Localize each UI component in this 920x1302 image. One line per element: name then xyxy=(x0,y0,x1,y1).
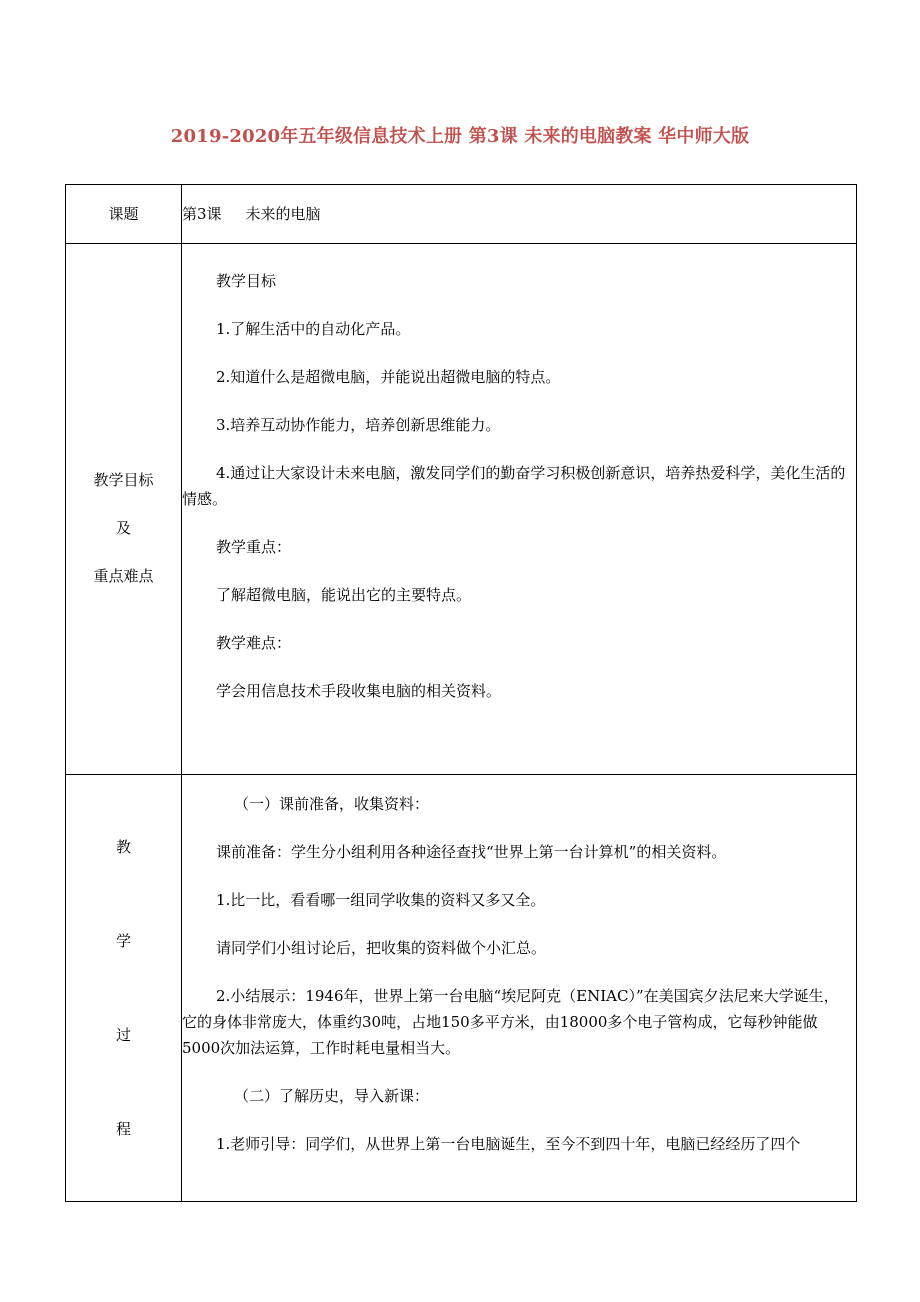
topic-label-cell xyxy=(66,185,182,244)
goals-label-line: 教学目标 xyxy=(93,471,154,489)
process-paragraph: 2.小结展示：1946年，世界上第一台电脑“埃尼阿克（ENIAC）”在美国宾夕法尼来大学诞生，它的身体非常庞大，体重约30吨，占地150多平方米，由18000多个电子管构成，它每秒钟能做5000次加法运算，工作时耗电量相当大。 xyxy=(182,987,839,1057)
goals-heading: 教学目标 xyxy=(216,272,277,290)
goals-label-line: 及 xyxy=(115,519,131,537)
topic-label: 课题 xyxy=(108,205,139,223)
key-points-heading: 教学重点： xyxy=(216,538,292,556)
difficulties-heading: 教学难点： xyxy=(216,634,292,652)
process-paragraph: 1.比一比，看看哪一组同学收集的资料又多又全。 xyxy=(216,891,546,909)
difficulties-text: 学会用信息技术手段收集电脑的相关资料。 xyxy=(216,682,502,700)
goal-item: 1.了解生活中的自动化产品。 xyxy=(216,320,411,338)
process-paragraph: 1.老师引导：同学们，从世界上第一台电脑诞生，至今不到四十年，电脑已经经历了四个 xyxy=(216,1135,801,1153)
goals-label-cell xyxy=(66,244,182,775)
process-label-char: 学 xyxy=(115,932,131,950)
goals-label-line: 重点难点 xyxy=(93,567,154,585)
process-label-char: 教 xyxy=(115,838,131,856)
goals-row xyxy=(66,244,857,775)
process-label-char: 过 xyxy=(115,1026,131,1044)
topic-row xyxy=(66,185,857,244)
goal-item: 4.通过让大家设计未来电脑，激发同学们的勤奋学习积极创新意识，培养热爱科学，美化生活的情感。 xyxy=(182,464,846,508)
process-label-cell xyxy=(66,775,182,1202)
document-title: 2019-2020年五年级信息技术上册 第3课 未来的电脑教案 华中师大版 xyxy=(170,126,750,147)
process-content-cell xyxy=(182,775,857,1202)
goal-item: 3.培养互动协作能力，培养创新思维能力。 xyxy=(216,416,501,434)
goals-content-cell xyxy=(182,244,857,775)
key-points-text: 了解超微电脑，能说出它的主要特点。 xyxy=(216,586,472,604)
lesson-number: 第3课 xyxy=(182,205,222,223)
lesson-name: 未来的电脑 xyxy=(245,205,321,223)
process-paragraph: 请同学们小组讨论后，把收集的资料做个小汇总。 xyxy=(216,939,547,957)
topic-content-cell xyxy=(182,185,857,244)
process-row xyxy=(66,775,857,1202)
goal-item: 2.知道什么是超微电脑，并能说出超微电脑的特点。 xyxy=(216,368,561,386)
section-heading: （一）课前准备，收集资料： xyxy=(234,795,430,813)
process-paragraph: 课前准备：学生分小组利用各种途径查找“世界上第一台计算机”的相关资料。 xyxy=(216,843,727,861)
lesson-plan-table xyxy=(65,184,857,1202)
process-label-char: 程 xyxy=(115,1120,131,1138)
section-heading: （二）了解历史，导入新课： xyxy=(234,1087,430,1105)
